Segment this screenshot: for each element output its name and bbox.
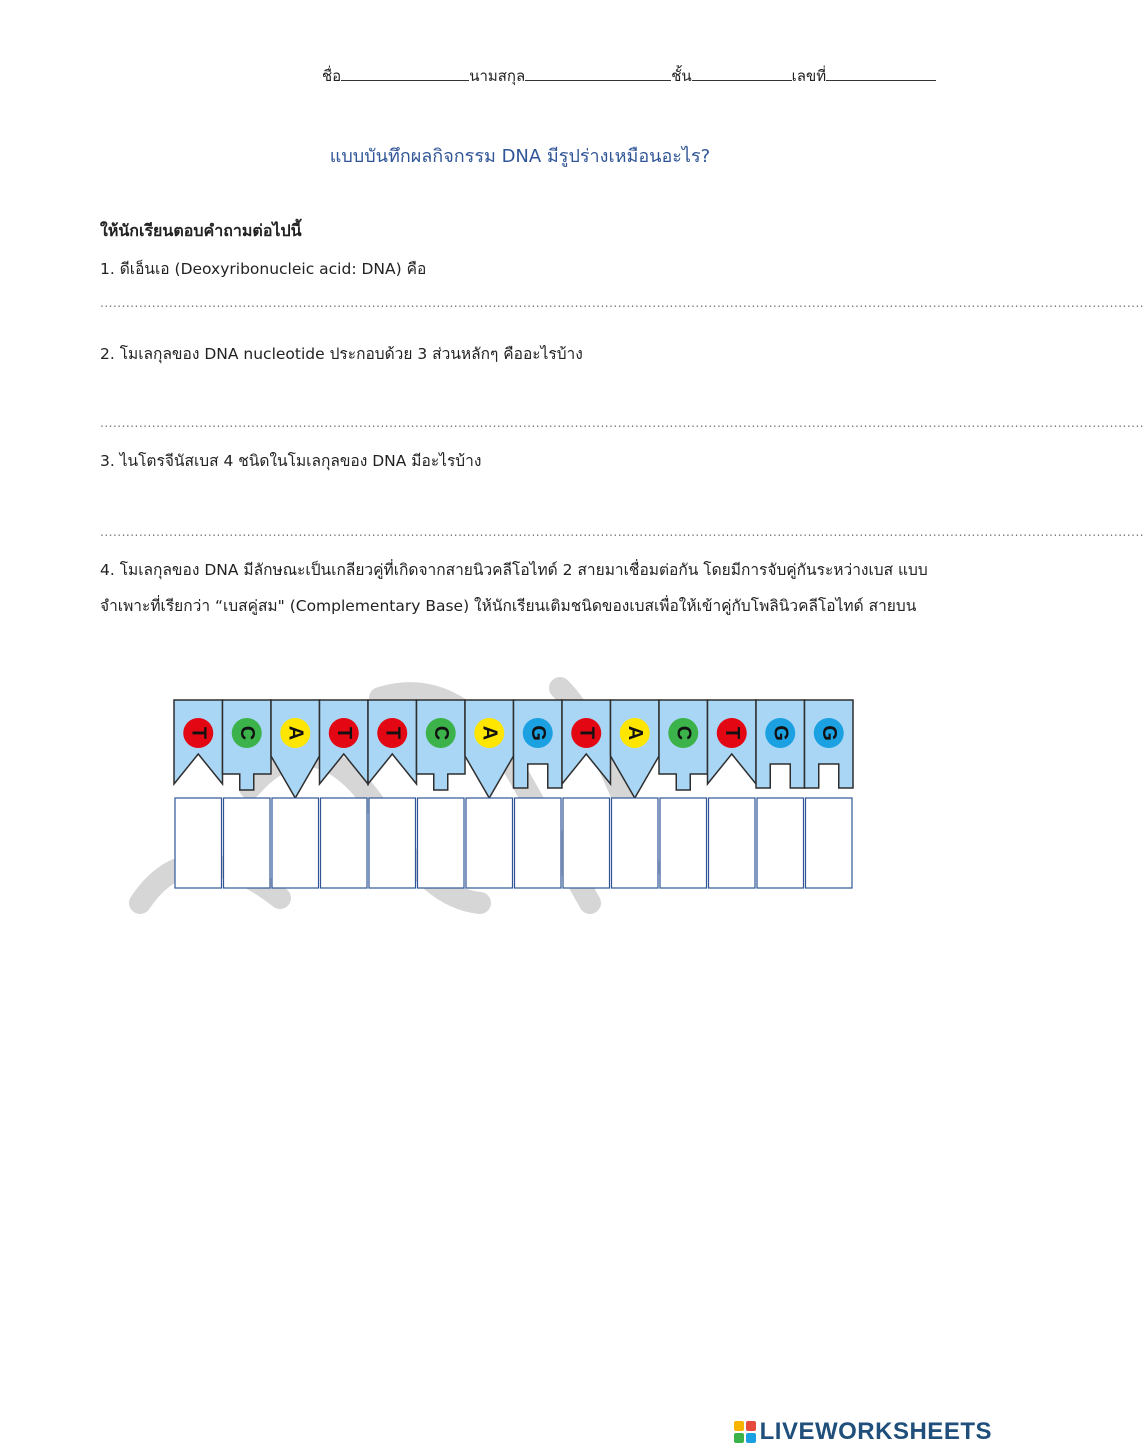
base-tab	[417, 700, 466, 790]
base-letter: A	[284, 725, 307, 741]
answer-box[interactable]	[612, 798, 659, 888]
instruction-heading: ให้นักเรียนตอบคำถามต่อไปนี้	[100, 221, 302, 240]
question-1: 1. ดีเอ็นเอ (Deoxyribonucleic acid: DNA) คือ	[100, 260, 427, 278]
dna-strand-diagram	[130, 668, 870, 912]
base-letter: C	[672, 725, 695, 741]
worksheet-title: แบบบันทึกผลกิจกรรม DNA มีรูปร่างเหมือนอะไร?	[329, 146, 711, 167]
base-letter: C	[235, 725, 258, 741]
answer-box[interactable]	[757, 798, 804, 888]
liveworksheets-logo-icon	[734, 1421, 756, 1443]
answer-box[interactable]	[175, 798, 222, 888]
base-letter: T	[575, 726, 598, 740]
top-strand	[174, 700, 853, 798]
student-info-header	[322, 64, 936, 88]
name-blank[interactable]	[341, 80, 469, 81]
base-tab	[659, 700, 708, 790]
base-tab-shape	[271, 700, 320, 798]
base-letter: T	[720, 726, 743, 740]
question-2: 2. โมเลกุลของ DNA nucleotide ประกอบด้วย 3 ส่วนหลักๆ คืออะไรบ้าง	[100, 345, 583, 363]
answer-box[interactable]	[321, 798, 368, 888]
liveworksheets-brand	[734, 1418, 992, 1446]
answer-box[interactable]	[709, 798, 756, 888]
answer-box[interactable]	[806, 798, 853, 888]
base-letter: T	[187, 726, 210, 740]
base-letter: T	[332, 726, 355, 740]
dna-strand-svg	[130, 668, 870, 908]
brand-text: LIVEWORKSHEETS	[759, 1418, 992, 1445]
surname-blank[interactable]	[525, 80, 671, 81]
base-tab	[465, 700, 514, 798]
base-tab	[514, 700, 563, 788]
class-blank[interactable]	[692, 80, 792, 81]
base-tab	[756, 700, 805, 788]
answer-box[interactable]	[563, 798, 610, 888]
answer-box[interactable]	[272, 798, 319, 888]
base-tab	[562, 700, 611, 784]
base-letter: T	[381, 726, 404, 740]
base-letter: G	[526, 725, 549, 741]
answer-line-2[interactable]: ..................................................................................................................................................................................................................................................	[100, 416, 1144, 430]
surname-label: นามสกุล	[469, 67, 526, 85]
answer-box[interactable]	[660, 798, 707, 888]
class-label: ชั้น	[671, 67, 692, 85]
base-letter: G	[817, 725, 840, 741]
answer-box[interactable]	[369, 798, 416, 888]
answer-box[interactable]	[224, 798, 271, 888]
question-3: 3. ไนโตรจีนัสเบส 4 ชนิดในโมเลกุลของ DNA มีอะไรบ้าง	[100, 452, 482, 470]
base-letter: C	[429, 725, 452, 741]
name-label: ชื่อ	[322, 67, 342, 85]
answer-line-3[interactable]: ..................................................................................................................................................................................................................................................	[100, 525, 1144, 539]
base-letter: A	[478, 725, 501, 741]
base-tab-shape	[465, 700, 514, 798]
base-tab	[174, 700, 223, 784]
complementary-strand	[175, 798, 852, 888]
answer-box[interactable]	[466, 798, 513, 888]
base-tab	[368, 700, 417, 784]
answer-box[interactable]	[418, 798, 465, 888]
base-tab	[708, 700, 757, 784]
answer-line-1[interactable]: ..................................................................................................................................................................................................................................................	[100, 296, 1144, 310]
base-letter: G	[769, 725, 792, 741]
question-4: 4. โมเลกุลของ DNA มีลักษณะเป็นเกลียวคู่ที่เกิดจากสายนิวคลีโอไทด์ 2 สายมาเชื่อมต่อกัน โดยมีการจับคู่กันระหว่างเบส แบบจำเพาะที่เรียกว่า “เบสคู่สม" (Complementary Base) ให้นักเรียนเติมชนิดของเบสเพื่อให้เข้าคู่กับโพลินิวคลีโอไทด์ สายบน	[100, 561, 928, 615]
base-letter: A	[623, 725, 646, 741]
number-blank[interactable]	[826, 80, 936, 81]
base-tab	[271, 700, 320, 798]
base-tab	[805, 700, 854, 788]
answer-box[interactable]	[515, 798, 562, 888]
number-label: เลขที่	[791, 67, 827, 85]
